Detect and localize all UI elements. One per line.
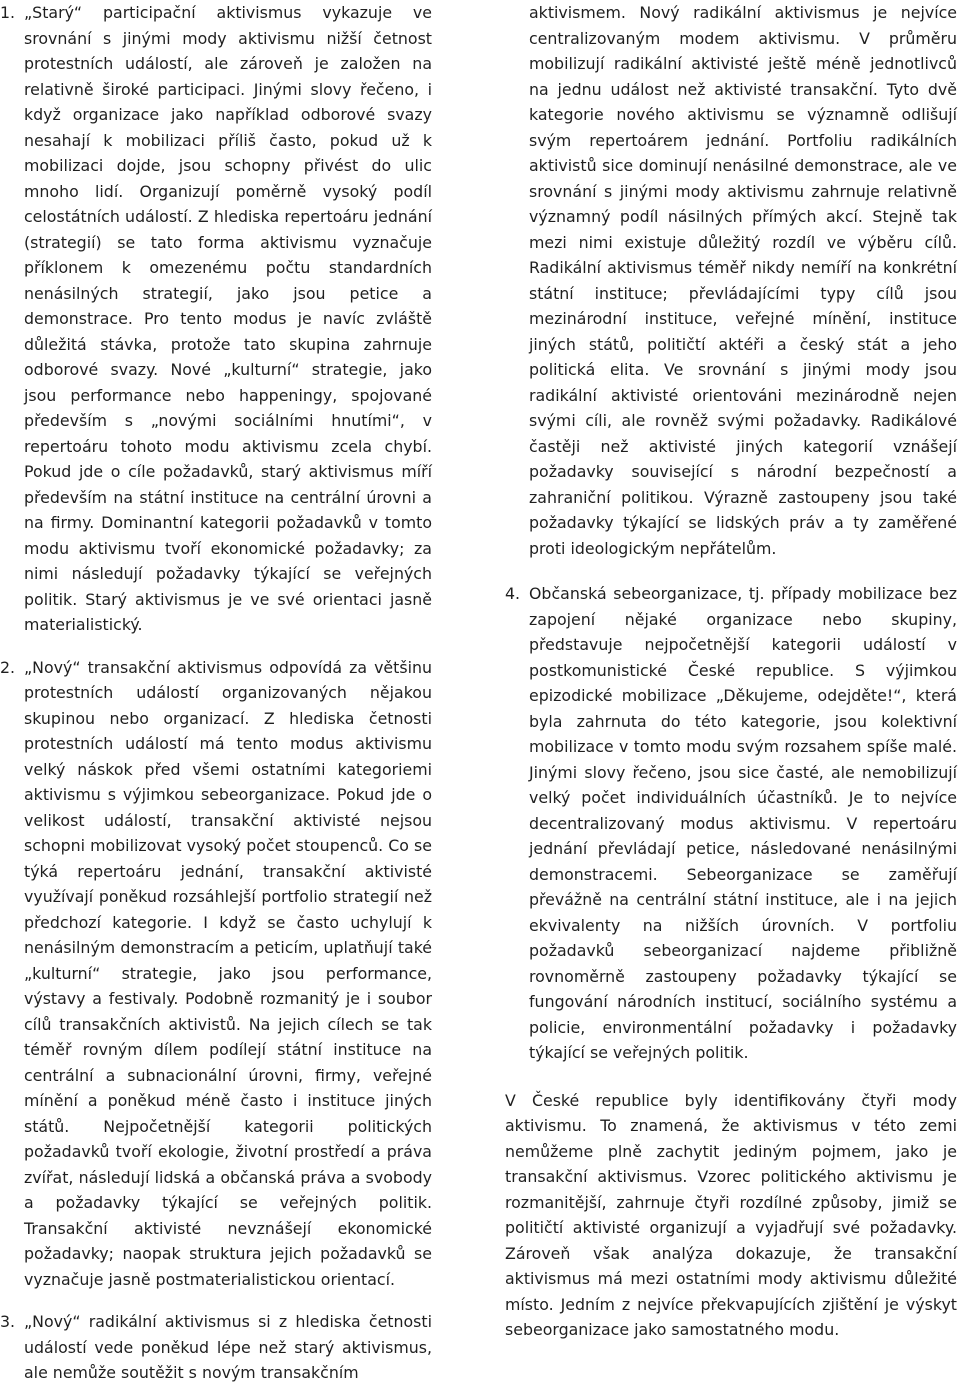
list-item-3-continuation: aktivismem. Nový radikální aktivismus je nejvíce centralizovaným modem aktivismu. V průměru mobilizují radikální aktivisté ještě méně jednotlivců na jednu událost než aktivisté transakční. Tyto dvě kategorie nového aktivismu se významně odlišují svým repertoárem jednání. Portfoliu radikálních aktivistů sice dominují nenásilné demonstrace, ale ve srovnání s jinými mody aktivismu zahrnuje relativně významný podíl násilných přímých akcí. Stejně tak mezi nimi existuje důležitý rozdíl ve výběru cílů. Radikální aktivismus téměř nikdy nemíří na konkrétní státní instituce; převládajícími typy cílů jsou mezinárodní instituce, veřejné mínění, instituce jiných států, političtí aktéři a český stát a jeho politická elita. Ve srovnání s jinými mody jsou radikální aktivisté orientováni mezinárodně nejen svými cíli, ale rovněž svými požadavky. Radikálové častěji než aktivisté jiných kategorií vznášejí požadavky související s národní bezpečností a zahraniční politikou. Výrazně zastoupeny jsou také požadavky týkající se lidských práv a ty zaměřené proti ideologickým nepřátelům. (529, 3, 957, 558)
list-item-2 (0, 655, 432, 1293)
closing-paragraph: V České republice byly identifikovány čtyři mody aktivismu. To znamená, že aktivismus v této zemi nemůžeme plně zachytit jediným pojmem, jako je transakční aktivismus. Vzorec politického aktivismu je rozmanitější, zahrnuje čtyři rozdílné způsoby, jimiž se političtí aktivisté organizují a vyjadřují své požadavky. Zároveň však analýza dokazuje, že transakční aktivismus má mezi ostatními mody aktivismu důležité místo. Jedním z nejvíce překvapujících zjištění je výskyt sebeorganizace jako samostatného modu. (505, 1090, 957, 1339)
right-column (505, 0, 957, 1358)
list-item-number: 3. (0, 1312, 16, 1331)
list-item-text: Občanská sebeorganizace, tj. případy mobilizace bez zapojení nějaké organizace nebo skupiny, představuje nejpočetnější kategorii událostí v postkomunistické České republice. S výjimkou epizodické mobilizace „Děkujeme, odejděte!“, která byla zahrnuta do této kategorie, jsou kolektivní mobilizace v tomto modu svým rozsahem spíše malé. Jinými slovy řečeno, jsou sice časté, ale nemobilizují velký počet individuálních účastníků. Je to nejvíce decentralizovaný modus aktivismu. V repertoáru jednání převládají petice, následované nenásilnými demonstracemi. Sebeorganizace se zaměřují převážně na centrální státní instituce, ale i na jejich ekvivalenty na nižších úrovních. V portfoliu požadavků sebeorganizací najdeme přibližně rovnoměrně zastoupeny požadavky týkající se fungování národních institucí, sociálního systému a policie, environmentální požadavky i požadavky týkající se veřejných politik. (529, 584, 957, 1062)
list-item-text: „Nový“ radikální aktivismus si z hlediska četnosti událostí vede poněkud lépe než starý aktivismus, ale nemůže soutěžit s novým transakčním (24, 1312, 432, 1382)
list-item-3 (0, 1309, 432, 1386)
list-item-4 (505, 581, 957, 1066)
list-item-text: „Starý“ participační aktivismus vykazuje ve srovnání s jinými mody aktivismu nižší četnost protestních událostí, ale zároveň je založen na relativně široké participaci. Jinými slovy řečeno, i když organizace jako například odborové svazy nesahají k mobilizaci příliš často, pokud už k mobilizaci dojde, jsou schopny přivést do ulic mnoho lidí. Organizují poměrně vysoký podíl celostátních událostí. Z hlediska repertoáru jednání (strategií) se tato forma aktivismu vyznačuje příklonem k omezenému počtu standardních nenásilných strategií, jako jsou petice a demonstrace. Pro tento modus je navíc zvláště důležitá stávka, protože tato skupina zahrnuje odborové svazy. Nové „kulturní“ strategie, jako jsou performance nebo happeningy, spojované především s „novými sociálními hnutími“, v repertoáru tohoto modu aktivismu zcela chybí. Pokud jde o cíle požadavků, starý aktivismus míří především na státní instituce na centrální úrovni a na firmy. Dominantní kategorii požadavků v tomto modu aktivismu tvoří ekonomické požadavky; za nimi následují požadavky týkající se veřejných politik. Starý aktivismus je ve své orientaci jasně materialistický. (24, 3, 432, 634)
list-item-1 (0, 0, 432, 638)
list-item-number: 1. (0, 3, 16, 22)
left-column (0, 0, 432, 1386)
list-item-text: „Nový“ transakční aktivismus odpovídá za většinu protestních událostí organizovaných nějakou skupinou nebo organizací. Z hlediska četnosti protestních událostí má tento modus aktivismu velký náskok před všemi ostatními kategoriemi aktivismu s výjimkou sebeorganizace. Pokud jde o velikost událostí, transakční aktivisté nejsou schopni mobilizovat vysoký počet stoupenců. Co se týká repertoáru jednání, transakční aktivisté využívají poněkud rozsáhlejší portfolio strategií než předchozí kategorie. I když se často uchylují k nenásilným demonstracím a peticím, uplatňují také „kulturní“ strategie, jako jsou performance, výstavy a festivaly. Podobně rozmanitý je i soubor cílů transakčních aktivistů. Na jejich cílech se tak téměř rovným dílem podílejí státní instituce na centrální a subnacionální úrovni, firmy, veřejné mínění a poněkud méně často i instituce jiných států. Nejpočetnější kategorii politických požadavků tvoří ekologie, životní prostředí a práva zvířat, následují lidská a občanská práva a svobody a požadavky týkající se veřejných politik. Transakční aktivisté nevznášejí ekonomické požadavky; naopak struktura jejich požadavků se vyznačuje jasně postmaterialistickou orientací. (24, 657, 432, 1289)
list-item-number: 2. (0, 657, 16, 677)
list-item-number: 4. (505, 584, 521, 603)
